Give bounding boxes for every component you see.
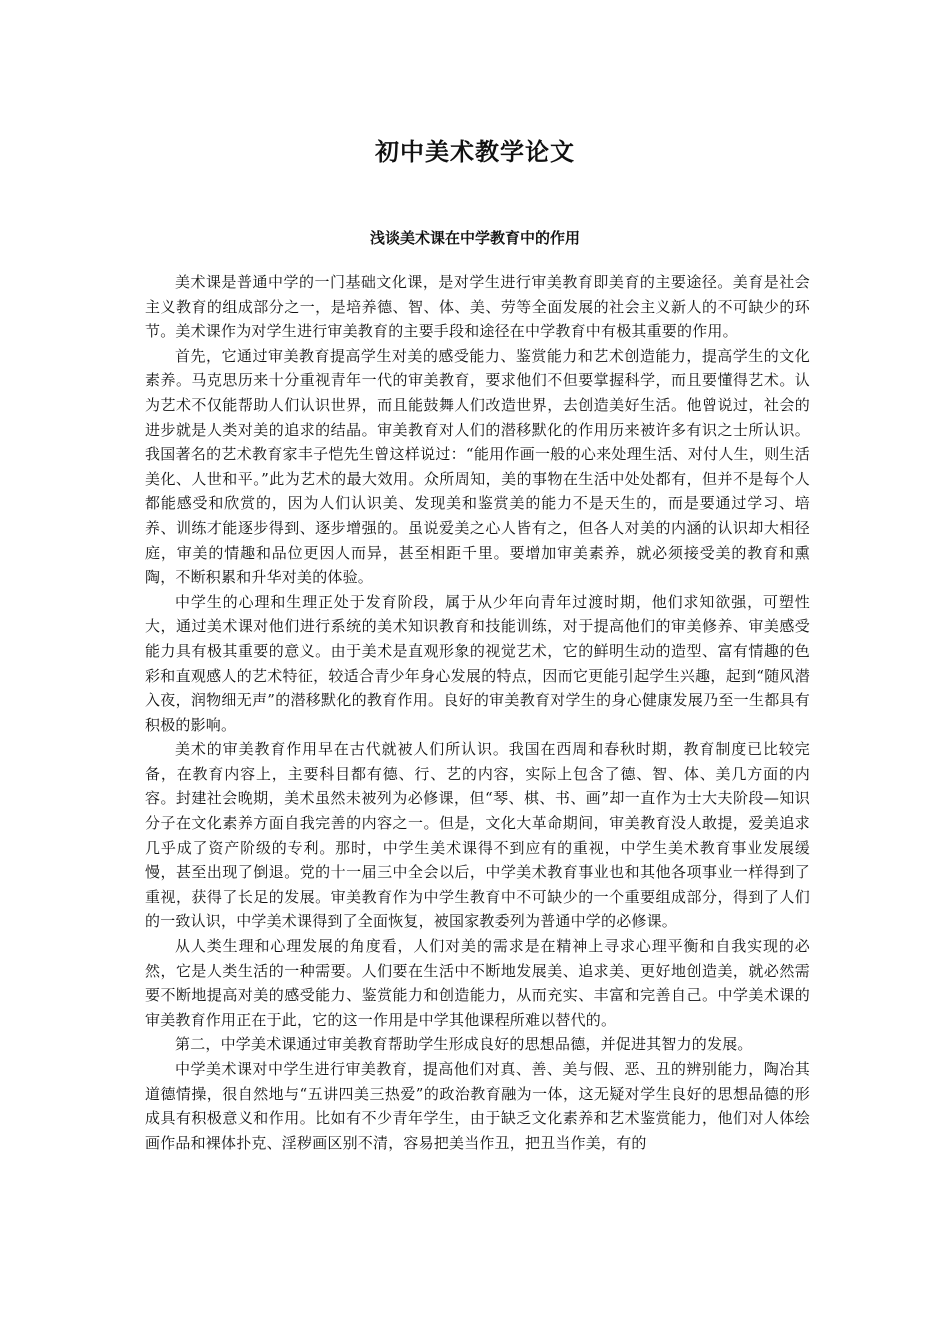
document-subtitle: 浅谈美术课在中学教育中的作用 — [369, 229, 580, 247]
document-title: 初中美术教学论文 — [375, 138, 575, 166]
paragraph-first-point: 首先，它通过审美教育提高学生对美的感受能力、鉴赏能力和艺术创造能力，提高学生的文化素养。马克思历来十分重视青年一代的审美教育，要求他们不但要掌握科学，而且要懂得艺术。认为艺术不仅能帮助人们认识世界，而且能鼓舞人们改造世界，去创造美好生活。他曾说过，社会的进步就是人类对美的追求的结晶。审美教育对人们的潜移默化的作用历来被许多有识之士所认识。我国著名的艺术教育家丰子恺先生曾这样说过：“能用作画一般的心来处理生活、对付人生，则生活美化、人世和平。”此为艺术的最大效用。众所周知，美的事物在生活中处处都有，但并不是每个人都能感受和欣赏的，因为人们认识美、发现美和鉴赏美的能力不是天生的，而是要通过学习、培养、训练才能逐步得到、逐步增强的。虽说爱美之心人皆有之，但各人对美的内涵的认识却大相径庭，审美的情趣和品位更因人而异，甚至相距千里。要增加审美素养，就必须接受美的教育和熏陶，不断积累和升华对美的体验。 — [145, 346, 810, 587]
paragraph-intro: 美术课是普通中学的一门基础文化课，是对学生进行审美教育即美育的主要途径。美育是社会主义教育的组成部分之一，是培养德、智、体、美、劳等全面发展的社会主义新人的不可缺少的环节。美术课作为对学生进行审美教育的主要手段和途径在中学教育中有极其重要的作用。 — [145, 273, 810, 341]
paragraph-students-development: 中学生的心理和生理正处于发育阶段，属于从少年向青年过渡时期，他们求知欲强，可塑性大，通过美术课对他们进行系统的美术知识教育和技能训练，对于提高他们的审美修养、审美感受能力具有极其重要的意义。由于美术是直观形象的视觉艺术，它的鲜明生动的造型、富有情趣的色彩和直观感人的艺术特征，较适合青少年身心发展的特点，因而它更能引起学生兴趣，起到“随风潜入夜，润物细无声”的潜移默化的教育作用。良好的审美教育对学生的身心健康发展乃至一生都具有积极的影响。 — [145, 592, 810, 734]
paragraph-human-needs: 从人类生理和心理发展的角度看，人们对美的需求是在精神上寻求心理平衡和自我实现的必然，它是人类生活的一种需要。人们要在生活中不断地发展美、追求美、更好地创造美，就必然需要不断地提高对美的感受能力、鉴赏能力和创造能力，从而充实、丰富和完善自己。中学美术课的审美教育作用正在于此，它的这一作用是中学其他课程所难以替代的。 — [145, 937, 810, 1029]
document-body — [145, 270, 810, 1155]
paragraph-history: 美术的审美教育作用早在古代就被人们所认识。我国在西周和春秋时期，教育制度已比较完备，在教育内容上，主要科目都有德、行、艺的内容，实际上包含了德、智、体、美几方面的内容。封建社会晚期，美术虽然未被列为必修课，但“琴、棋、书、画”却一直作为士大夫阶段—知识分子在文化素养方面自我完善的内容之一。但是，文化大革命期间，审美教育没人敢提，爱美追求几乎成了资产阶级的专利。那时，中学生美术课得不到应有的重视，中学生美术教育事业发展缓慢，甚至出现了倒退。党的十一届三中全会以后，中学美术教育事业也和其他各项事业一样得到了重视，获得了长足的发展。审美教育作为中学生教育中不可缺少的一个重要组成部分，得到了人们的一致认识，中学美术课得到了全面恢复，被国家教委列为普通中学的必修课。 — [145, 740, 810, 931]
paragraph-second-point: 第二，中学美术课通过审美教育帮助学生形成良好的思想品德，并促进其智力的发展。 — [175, 1035, 753, 1054]
paragraph-moral-education: 中学美术课对中学生进行审美教育，提高他们对真、善、美与假、恶、丑的辨别能力，陶冶其道德情操，很自然地与“五讲四美三热爱”的政治教育融为一体，这无疑对学生良好的思想品德的形成具有积极意义和作用。比如有不少青年学生，由于缺乏文化素养和艺术鉴赏能力，他们对人体绘画作品和裸体扑克、淫秽画区别不清，容易把美当作丑，把丑当作美，有的 — [145, 1060, 810, 1152]
